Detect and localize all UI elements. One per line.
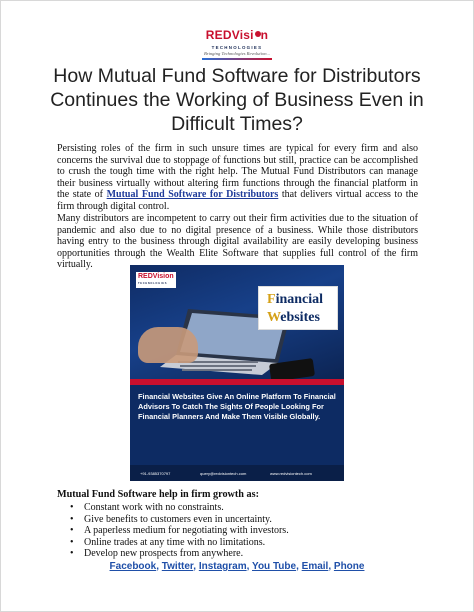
paragraph-1-text-a: Persisting roles of the firm in such unsure times are typical for every firm and also concerns the survival due to stoppage of functions but still, practice can be accomplished to crush the tough time with the right help. The Mutual Fund Distributors can manage their business virtually without altering firm functions through the financial platform in the state of bbox=[57, 143, 418, 201]
banner-logo-sub: TECHNOLOGIES bbox=[138, 282, 168, 285]
list-item: • Constant work with no constraints. bbox=[70, 502, 289, 514]
list-item: • Give benefits to customers even in uncertainty. bbox=[70, 514, 289, 526]
instagram-link[interactable]: Instagram bbox=[198, 561, 247, 572]
financial-websites-banner bbox=[130, 265, 344, 481]
logo-subtitle: TECHNOLOGIES bbox=[211, 45, 263, 50]
list-item: • A paperless medium for negotiating with investors. bbox=[70, 525, 289, 537]
paragraph-2: Many distributors are incompetent to carry out their firm activities due to the situation of pandemic and also due to no digital presence of a business. While those distributors having entry to the business through digital availability are easily developing business opportunities through the Wealth Elite Software that supplies full control of the firm virtually. bbox=[57, 213, 418, 271]
phone-link[interactable]: Phone bbox=[333, 561, 365, 572]
logo-underline bbox=[202, 58, 272, 60]
hand-image bbox=[138, 327, 198, 363]
banner-word1-rest: inancial bbox=[275, 292, 324, 307]
banner-word2-rest: ebsites bbox=[280, 310, 320, 325]
list-title: Mutual Fund Software help in firm growth as: bbox=[57, 489, 259, 500]
mutual-fund-software-link[interactable]: Mutual Fund Software for Distributors bbox=[106, 189, 279, 201]
facebook-link[interactable]: Facebook bbox=[109, 561, 157, 572]
banner-message: Financial Websites Give An Online Platform To Financial Advisors To Catch The Sights Of People Looking For Financial Planners And Make Them Visible Globally. bbox=[138, 392, 336, 421]
paragraph-1-text-b: that delivers virtual access to the firm through digital control. bbox=[57, 189, 419, 212]
logo-brand-vision: Visi bbox=[231, 28, 254, 42]
page-title: How Mutual Fund Software for Distributors Continues the Working of Business Even in Difficult Times? bbox=[50, 65, 424, 135]
youtube-link[interactable]: You Tube bbox=[252, 561, 297, 572]
paragraph-1 bbox=[57, 143, 418, 213]
logo-brand-end: n bbox=[260, 28, 269, 42]
banner-email: query@redvisiontech.com bbox=[200, 471, 247, 476]
list-item: • Online trades at any time with no limitations. bbox=[70, 537, 289, 549]
banner-website: www.redvisiontech.com bbox=[270, 471, 312, 476]
logo-brand-red: RED bbox=[205, 28, 232, 42]
social-links: Facebook, Twitter, Instagram, You Tube, Email, Phone bbox=[109, 561, 365, 572]
banner-phone: +91-9385370797 bbox=[140, 471, 171, 476]
twitter-link[interactable]: Twitter bbox=[161, 561, 194, 572]
banner-contact-bar bbox=[130, 465, 344, 481]
company-logo bbox=[194, 26, 280, 62]
email-link[interactable]: Email bbox=[301, 561, 329, 572]
growth-list bbox=[70, 502, 289, 560]
banner-word2-cap: W bbox=[267, 310, 281, 325]
banner-word1-cap: F bbox=[267, 292, 276, 307]
financial-websites-title-box bbox=[258, 286, 338, 330]
banner-logo-text: REDVision bbox=[138, 273, 174, 280]
banner-logo bbox=[136, 272, 176, 288]
logo-tagline: Bringing Technologies Revolution... bbox=[203, 51, 271, 56]
list-item: • Develop new prospects from anywhere. bbox=[70, 548, 289, 560]
